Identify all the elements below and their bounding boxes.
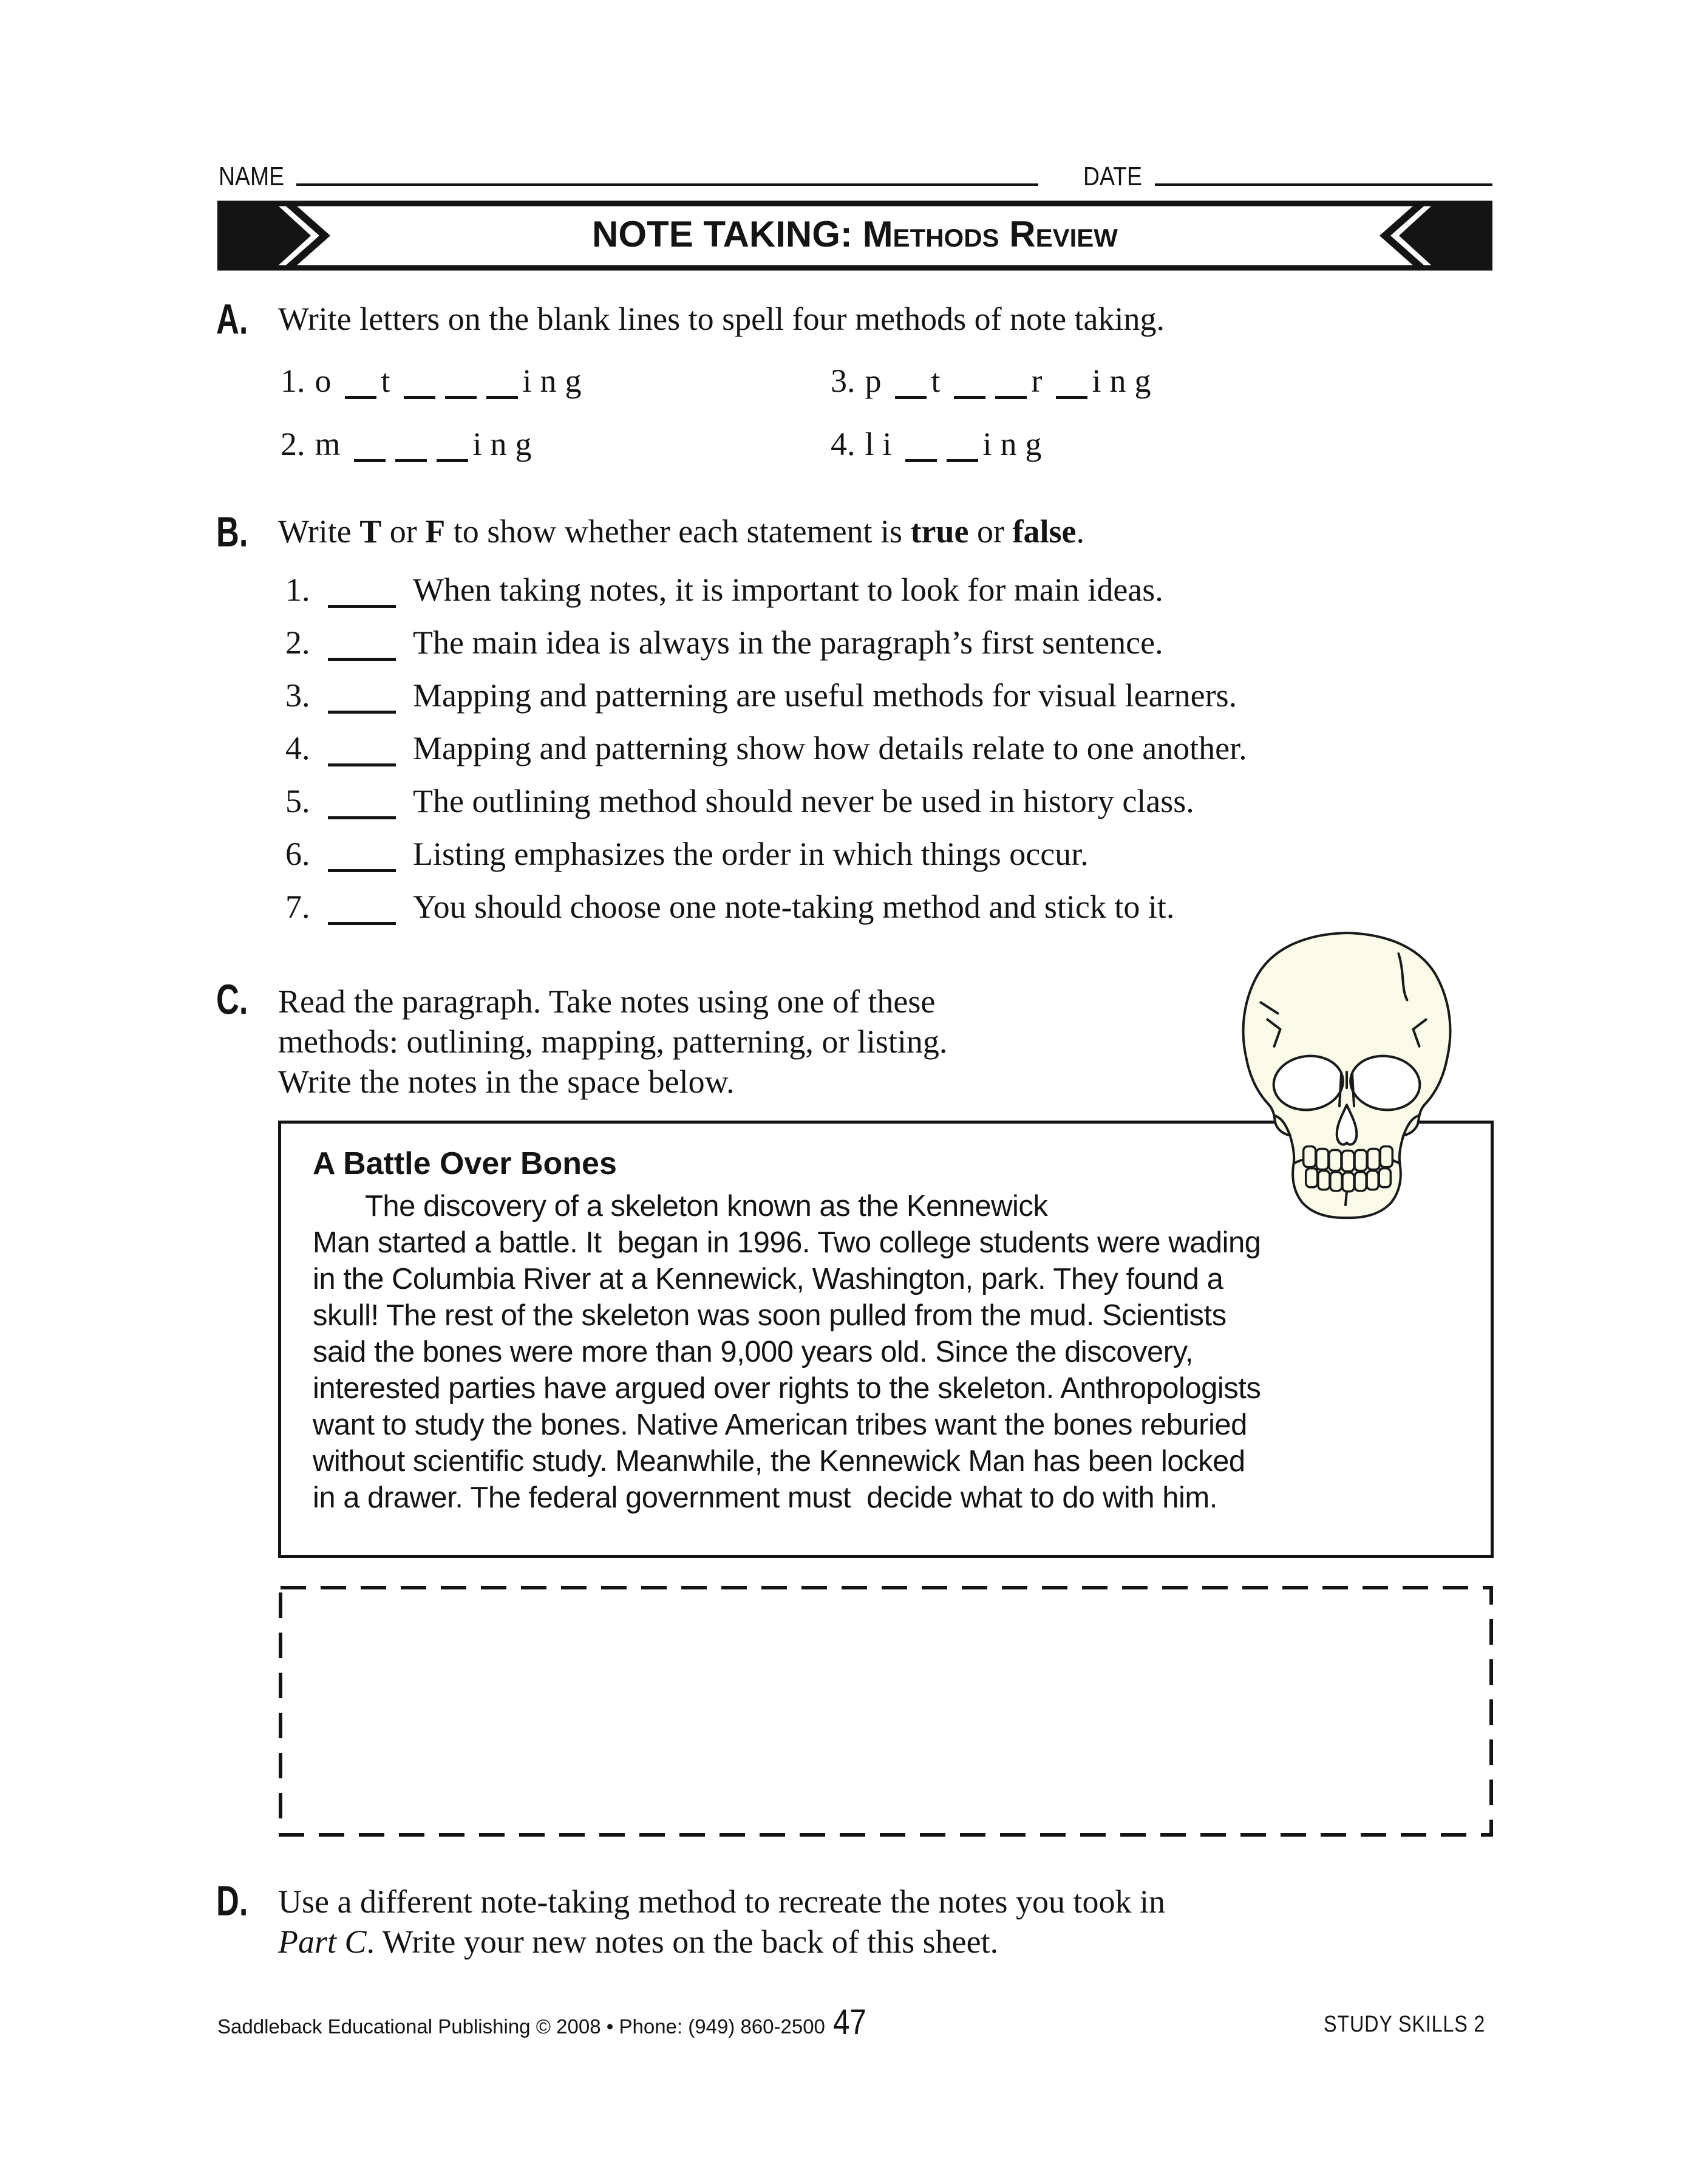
bold-f: F (425, 513, 446, 550)
skull-illustration (1222, 929, 1472, 1221)
page-title (217, 200, 1492, 271)
passage-line: want to study the bones. Native American tribes want the bones reburied (313, 1408, 1247, 1441)
tf-answer-blank-3[interactable] (328, 686, 396, 714)
section-c-instruction (278, 981, 947, 1102)
passage-line: Man started a battle. It began in 1996. Two college students were wading (313, 1226, 1261, 1259)
item-number: 5. (285, 783, 310, 819)
word-blanks-listing[interactable]: l i i n g (865, 426, 1042, 462)
instruction-text: or (381, 513, 426, 550)
instruction-line: Read the paragraph. Take notes using one of these (278, 983, 936, 1020)
teeth (1304, 1146, 1393, 1191)
tf-statement-row (285, 782, 1194, 820)
section-d-instruction (278, 1882, 1165, 1962)
passage-line: in a drawer. The federal government must decide what to do with him. (313, 1481, 1217, 1514)
item-number: 6. (285, 836, 310, 872)
jaw-line (1346, 1192, 1347, 1205)
statement-text: Mapping and patterning show how details relate to one another. (413, 730, 1247, 766)
tf-answer-blank-6[interactable] (328, 845, 396, 872)
date-input-line[interactable] (1155, 157, 1492, 186)
passage-line: The discovery of a skeleton known as the Kennewick (365, 1190, 1048, 1223)
item-number: 4. (831, 426, 856, 462)
fill-in-item-1 (281, 362, 590, 400)
bold-false: false (1012, 513, 1077, 550)
section-a-instruction: Write letters on the blank lines to spell four methods of note taking. (278, 301, 1165, 337)
item-number: 4. (285, 730, 310, 766)
page-number: 47 (833, 2002, 866, 2042)
tf-answer-blank-4[interactable] (328, 739, 396, 766)
instruction-text: . Write your new notes on the back of this sheet. (366, 1923, 999, 1960)
statement-text: When taking notes, it is important to look for main ideas. (413, 572, 1163, 608)
passage-line: skull! The rest of the skeleton was soon pulled from the mud. Scientists (313, 1299, 1227, 1332)
name-label: NAME (219, 162, 285, 191)
item-number: 1. (285, 572, 310, 608)
tf-statement-row (285, 624, 1163, 661)
section-c-letter: C. (216, 976, 248, 1023)
item-number: 7. (285, 889, 310, 925)
bold-true: true (910, 513, 969, 550)
tf-statement-row (285, 677, 1237, 714)
statement-text: Mapping and patterning are useful methods for visual learners. (413, 677, 1237, 714)
word-blanks-patterning[interactable]: p t r i n g (865, 363, 1151, 399)
name-input-line[interactable] (296, 157, 1038, 186)
section-a-letter: A. (216, 296, 248, 343)
instruction-text: Write (278, 513, 360, 550)
tf-statement-row (285, 888, 1174, 926)
instruction-line: Use a different note-taking method to recreate the notes you took in (278, 1883, 1166, 1920)
fill-in-item-4 (831, 425, 1050, 463)
section-b-instruction (278, 513, 1084, 550)
section-d-letter: D. (216, 1877, 248, 1925)
item-number: 3. (285, 677, 310, 714)
tf-answer-blank-7[interactable] (328, 898, 396, 925)
fill-in-item-3 (831, 362, 1160, 400)
series-title: STUDY SKILLS 2 (1324, 2012, 1486, 2037)
statement-text: Listing emphasizes the order in which things occur. (413, 836, 1089, 872)
tf-answer-blank-5[interactable] (328, 792, 396, 819)
passage-line: in the Columbia River at a Kennewick, Washington, park. They found a (313, 1263, 1223, 1295)
bold-t: T (359, 513, 382, 550)
notes-area[interactable] (278, 1585, 1494, 1837)
instruction-line: methods: outlining, mapping, patterning, or listing. (278, 1023, 948, 1060)
statement-text: The outlining method should never be used in history class. (413, 783, 1194, 819)
fill-in-item-2 (281, 425, 540, 463)
page-title-main: NOTE TAKING: (592, 214, 863, 254)
word-blanks-outlining[interactable]: o t i n g (315, 363, 582, 399)
tf-answer-blank-2[interactable] (328, 633, 396, 661)
item-number: 2. (285, 624, 310, 661)
tf-statement-row (285, 571, 1163, 609)
item-number: 2. (281, 426, 305, 462)
section-b-letter: B. (216, 508, 248, 556)
statement-text: You should choose one note-taking method and stick to it. (413, 889, 1175, 925)
instruction-text: or (968, 513, 1013, 550)
word-blanks-mapping[interactable]: m i n g (315, 426, 532, 462)
part-c-reference: Part C (278, 1923, 367, 1960)
instruction-line: Write the notes in the space below. (278, 1063, 735, 1100)
tf-answer-blank-1[interactable] (328, 581, 396, 608)
instruction-line (278, 1922, 1165, 1962)
item-number: 1. (281, 363, 305, 399)
publisher-credit: Saddleback Educational Publishing © 2008 • Phone: (949) 860-2500 (217, 2015, 825, 2038)
passage-line: without scientific study. Meanwhile, the Kennewick Man has been locked (313, 1445, 1245, 1478)
passage-line: interested parties have argued over rights to the skeleton. Anthropologists (313, 1372, 1261, 1405)
tf-statement-row (285, 835, 1089, 873)
dashed-border (278, 1585, 1494, 1837)
passage-text (313, 1188, 1472, 1516)
item-number: 3. (831, 363, 856, 399)
instruction-text: . (1076, 513, 1084, 550)
page-title-sub: Methods Review (862, 214, 1118, 254)
statement-text: The main idea is always in the paragraph’s first sentence. (413, 624, 1163, 661)
instruction-text: to show whether each statement is (445, 513, 911, 550)
passage-line: said the bones were more than 9,000 years old. Since the discovery, (313, 1336, 1194, 1368)
passage-title: A Battle Over Bones (313, 1146, 617, 1181)
tf-statement-row (285, 729, 1247, 767)
title-banner (217, 200, 1492, 271)
date-label: DATE (1083, 162, 1142, 191)
